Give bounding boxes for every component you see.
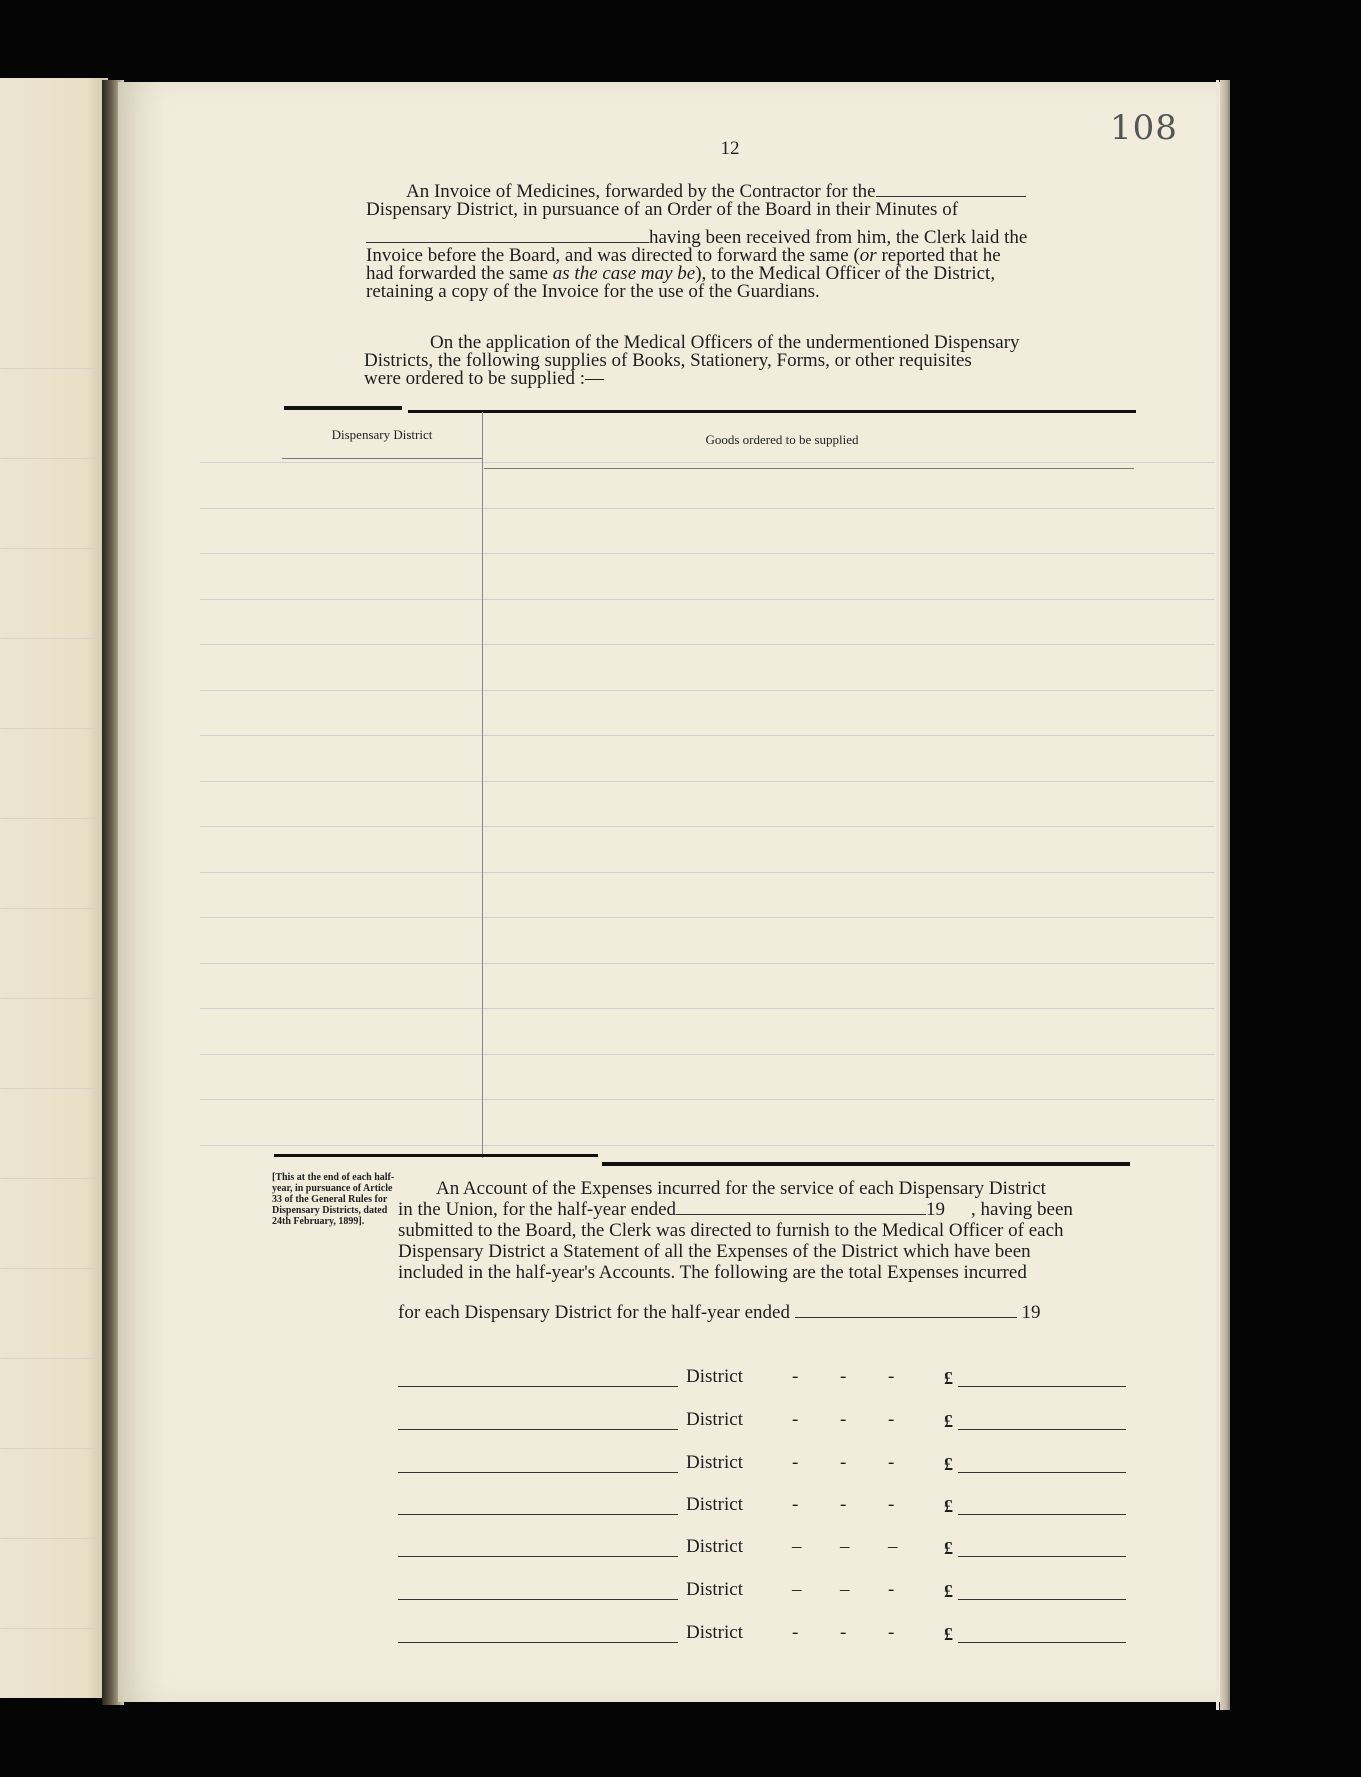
application-line-2: Districts, the following supplies of Books, Stationery, Forms, or other requisites (364, 350, 972, 371)
district-row (398, 1620, 1128, 1646)
district-dash: - (792, 1366, 799, 1387)
half-year-line (398, 1302, 1098, 1324)
district-dash: - (888, 1452, 895, 1473)
district-row (398, 1407, 1128, 1433)
district-label: District (686, 1409, 743, 1430)
district-dash: - (840, 1366, 847, 1387)
district-dash: - (840, 1622, 847, 1643)
amount-blank (958, 1642, 1126, 1643)
facing-page-rule (0, 818, 100, 819)
invoice-text-4a: Invoice before the Board, and was directed to forward the same ( (366, 245, 860, 266)
district-name-blank (398, 1642, 678, 1643)
table-column-divider (482, 412, 483, 1158)
invoice-line-2: Dispensary District, in pursuance of an Order of the Board in their Minutes of (366, 199, 959, 220)
district-name-blank (398, 1556, 678, 1557)
application-line-3: were ordered to be supplied :— (364, 368, 605, 389)
district-label: District (686, 1366, 743, 1387)
district-dash: - (888, 1494, 895, 1515)
page-edge-highlight (1216, 80, 1219, 1710)
district-dash: - (888, 1366, 895, 1387)
district-dash: - (888, 1409, 895, 1430)
invoice-text-3: having been received from him, the Clerk laid the (649, 227, 1028, 248)
district-dash: - (888, 1622, 895, 1643)
district-dash: – (888, 1536, 898, 1557)
minutes-date-blank (366, 228, 649, 243)
ruled-line (200, 872, 1215, 873)
side-note: [This at the end of each half-year, in pursuance of Article 33 of the General Rules for Dispensary Districts, dated 24th February, 1899]. (272, 1172, 395, 1227)
pound-sign: £ (944, 1411, 953, 1431)
district-dash: – (792, 1536, 802, 1557)
facing-page-rule (0, 908, 100, 909)
district-dash: - (888, 1579, 895, 1600)
facing-page-rule (0, 998, 100, 999)
district-dash: – (792, 1579, 802, 1600)
half-year-text: for each Dispensary District for the half-year ended (398, 1302, 790, 1323)
table-top-rule-right (408, 410, 1136, 413)
district-dash: – (840, 1579, 850, 1600)
facing-page-rule (0, 1268, 100, 1269)
facing-page-rule (0, 638, 100, 639)
ruled-line (200, 690, 1215, 691)
district-row (398, 1492, 1128, 1518)
district-dash: - (840, 1409, 847, 1430)
half-year-blank (795, 1303, 1017, 1318)
district-name-blank (398, 1514, 678, 1515)
district-label: District (686, 1579, 743, 1600)
table-bottom-rule-right (602, 1162, 1130, 1166)
district-label: District (686, 1452, 743, 1473)
half-year-year: 19 (1021, 1302, 1041, 1323)
invoice-text-4c: reported that he (876, 245, 1001, 266)
facing-page-rule (0, 1628, 100, 1629)
pound-sign: £ (944, 1496, 953, 1516)
account-line-5: included in the half-year's Accounts. The following are the total Expenses incurred (398, 1262, 1027, 1283)
district-name-blank (398, 1386, 678, 1387)
column-header-district: Dispensary District (331, 427, 433, 442)
district-dash: - (840, 1494, 847, 1515)
account-line-2 (398, 1199, 1130, 1220)
ruled-line (200, 826, 1215, 827)
ruled-line (200, 1099, 1215, 1100)
invoice-text-5c: ), to the Medical Officer of the District, (695, 263, 996, 284)
column-header-goods: Goods ordered to be supplied (705, 432, 859, 447)
facing-page-rule (0, 1178, 100, 1179)
district-name-blank (398, 1429, 678, 1430)
facing-page-rule (0, 368, 100, 369)
account-line-3: submitted to the Board, the Clerk was directed to furnish to the Medical Officer of each (398, 1220, 1064, 1241)
facing-page-rule (0, 548, 100, 549)
amount-blank (958, 1472, 1126, 1473)
ruled-line (200, 963, 1215, 964)
district-dash: - (792, 1409, 799, 1430)
district-dash: - (792, 1494, 799, 1515)
page-number: 12 (720, 138, 740, 159)
ruled-line (200, 508, 1215, 509)
district-label: District (686, 1494, 743, 1515)
amount-blank (958, 1599, 1126, 1600)
district-row (398, 1577, 1128, 1603)
district-dash: - (792, 1452, 799, 1473)
folio-number: 108 (1110, 108, 1178, 148)
account-text-2c: , having been (971, 1199, 1073, 1220)
application-line-1: On the application of the Medical Officers of the undermentioned Dispensary (430, 332, 1020, 353)
contractor-blank (876, 182, 1026, 197)
facing-page-rule (0, 1358, 100, 1359)
invoice-text-5a: had forwarded the same (366, 263, 553, 284)
ruled-line (200, 462, 1215, 463)
application-paragraph (364, 334, 1080, 388)
district-label: District (686, 1536, 743, 1557)
account-text-1: An Account of the Expenses incurred for the service of each Dispensary District (436, 1178, 1046, 1199)
amount-blank (958, 1429, 1126, 1430)
district-dash: – (840, 1536, 850, 1557)
ruled-line (200, 1008, 1215, 1009)
pound-sign: £ (944, 1538, 953, 1558)
pound-sign: £ (944, 1368, 953, 1388)
account-year-2: 19 (926, 1199, 946, 1220)
facing-page (0, 78, 108, 1698)
facing-page-rule (0, 1448, 100, 1449)
table-header-rule-right (484, 468, 1134, 469)
pound-sign: £ (944, 1454, 953, 1474)
ruled-line (200, 781, 1215, 782)
district-name-blank (398, 1472, 678, 1473)
district-dash: - (840, 1452, 847, 1473)
amount-blank (958, 1386, 1126, 1387)
table-header-rule-left (282, 458, 482, 459)
facing-page-rule (0, 458, 100, 459)
amount-blank (958, 1556, 1126, 1557)
facing-page-rule (0, 728, 100, 729)
ruled-line (200, 917, 1215, 918)
district-row (398, 1364, 1128, 1390)
invoice-text-5b: as the case may be (552, 263, 696, 284)
account-text-2a: in the Union, for the half-year ended (398, 1199, 677, 1220)
pound-sign: £ (944, 1581, 953, 1601)
facing-page-rule (0, 1088, 100, 1089)
facing-page-rule (0, 1538, 100, 1539)
district-dash: - (792, 1622, 799, 1643)
district-name-blank (398, 1599, 678, 1600)
invoice-line-6: retaining a copy of the Invoice for the use of the Guardians. (366, 281, 820, 302)
account-paragraph (398, 1178, 1130, 1283)
amount-blank (958, 1514, 1126, 1515)
page-edge (1220, 80, 1230, 1710)
pound-sign: £ (944, 1624, 953, 1644)
invoice-text-1: An Invoice of Medicines, forwarded by the Contractor for the (406, 181, 876, 202)
district-row (398, 1450, 1128, 1476)
ruled-line (200, 1145, 1215, 1146)
account-line-1 (398, 1178, 1130, 1199)
account-line-4: Dispensary District a Statement of all the Expenses of the District which have been (398, 1241, 1031, 1262)
district-label: District (686, 1622, 743, 1643)
half-year-end-blank (676, 1200, 926, 1215)
ruled-line (200, 1054, 1215, 1055)
district-row (398, 1534, 1128, 1560)
table-top-rule-left (284, 406, 402, 410)
table-bottom-rule-left (274, 1154, 598, 1157)
ruled-line (200, 553, 1215, 554)
ruled-line (200, 735, 1215, 736)
invoice-paragraph (366, 182, 1082, 301)
ruled-line (200, 599, 1215, 600)
invoice-text-4b: or (859, 245, 877, 266)
ruled-line (200, 644, 1215, 645)
